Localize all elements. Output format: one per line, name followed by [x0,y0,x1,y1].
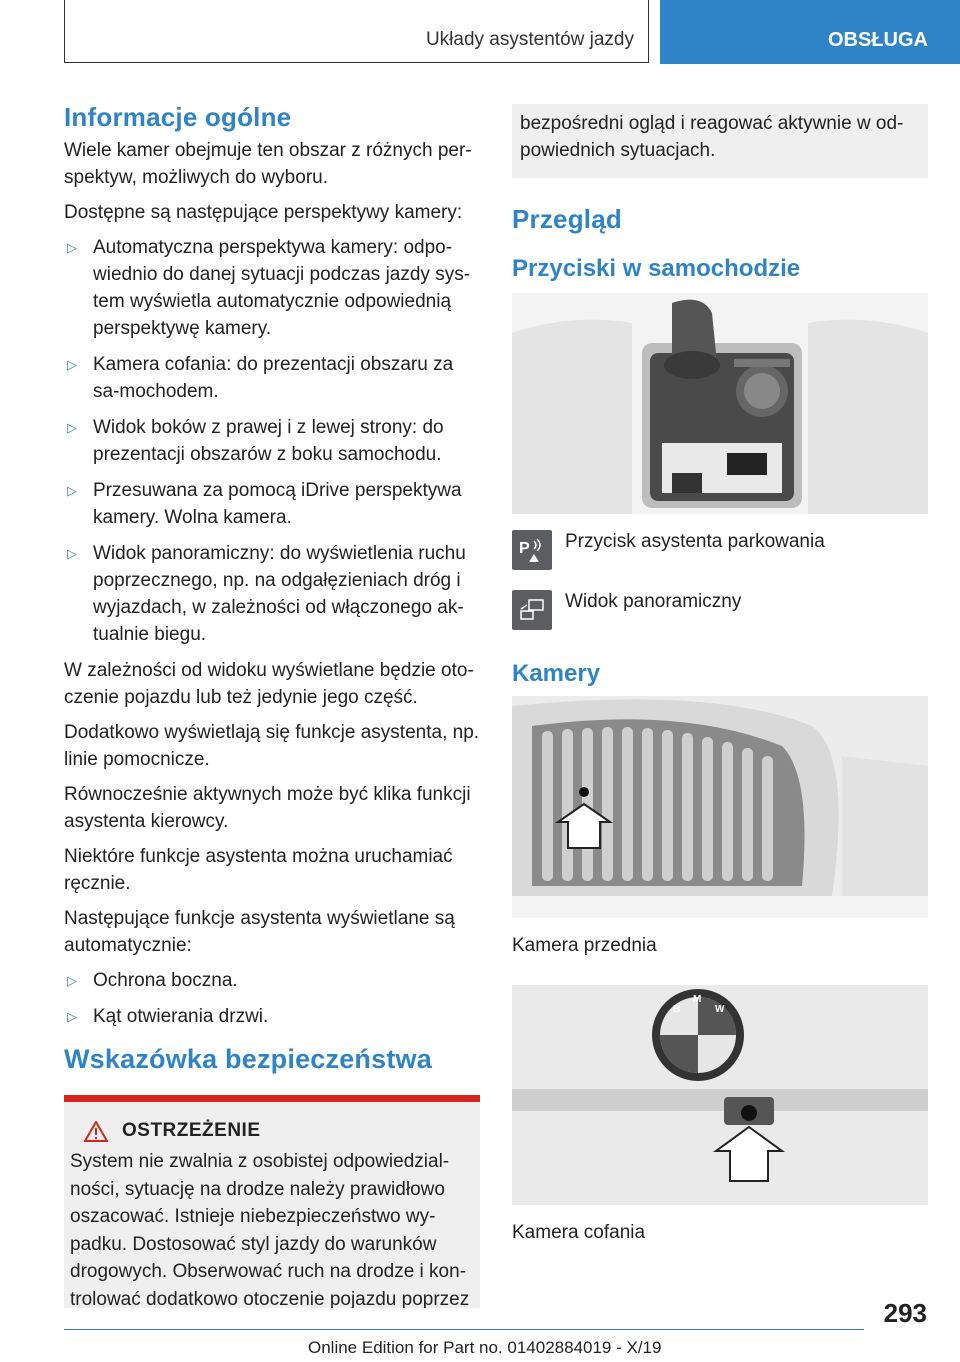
warning-text: System nie zwalnia z osobistej odpowiedzial-ności, sytuację na drodze należy prawidłowo oszacować. Istnieje niebezpieczeństwo wy-padku. Dostosować styl jazdy do warunków drogowych. Obserwować ruch na drodze i kon-trolować dodatkowo otoczenie pojazdu poprzez [70,1151,470,1308]
list-item [64,351,480,405]
list-item-text: Kamera cofania: do prezentacji obszaru za sa-mochodem. [93,354,454,402]
svg-text:M: M [693,994,702,1005]
triangle-bullet-icon: ▷ [67,1009,77,1024]
rear-camera-caption: Kamera cofania [512,1222,646,1243]
svg-text:W: W [715,1004,725,1015]
list-item [64,414,480,468]
parking-assist-label: Przycisk asystenta parkowania [565,531,825,552]
parking-assist-icon [512,530,552,570]
footer-rule [64,1329,864,1330]
triangle-bullet-icon: ▷ [67,240,77,255]
center-console-image [512,293,928,514]
list-item-text: Przesuwana za pomocą iDrive perspektywa kamery. Wolna kamera. [93,480,462,528]
list-item-text: Kąt otwierania drzwi. [93,1006,269,1027]
list-item [64,1003,480,1030]
panorama-view-icon [512,590,552,630]
paragraph: Dostępne są następujące perspektywy kamery: [64,202,463,223]
panorama-view-row [512,590,928,630]
warning-box [64,1102,480,1308]
front-grille-drawing [512,696,928,918]
right-column [512,104,928,1246]
front-camera-image [512,696,928,918]
triangle-bullet-icon: ▷ [67,357,77,372]
left-column [64,100,480,1308]
list-item [64,967,480,994]
list-item [64,540,480,648]
chapter-title: Układy asystentów jazdy [425,29,634,50]
list-item-text: Widok boków z prawej i z lewej strony: do prezentacji obszarów z boku samochodu. [93,417,444,465]
warning-header [84,1120,474,1142]
warning-rule [64,1095,480,1102]
list-item [64,234,480,342]
warning-continued-text: bezpośredni ogląd i reagować aktywnie w od-powiednich sytuacjach. [520,113,904,161]
rear-camera-image [512,985,928,1205]
triangle-bullet-icon: ▷ [67,483,77,498]
front-camera-caption: Kamera przednia [512,935,657,956]
warning-continued-box [512,104,928,178]
paragraph: Równocześnie aktywnych może być klika funkcji asystenta kierowcy. [64,784,471,832]
running-header [64,0,649,63]
heading-buttons: Przyciski w samochodzie [512,255,801,282]
triangle-bullet-icon: ▷ [67,420,77,435]
panorama-view-label: Widok panoramiczny [565,591,742,612]
paragraph: Wiele kamer obejmuje ten obszar z różnych per-spektyw, możliwych do wyboru. [64,140,472,188]
triangle-bullet-icon: ▷ [67,546,77,561]
warning-title: OSTRZEŻENIE [122,1120,261,1141]
paragraph: Następujące funkcje asystenta wyświetlane są automatycznie: [64,908,455,956]
auto-function-list [64,967,480,1030]
rear-camera-drawing [512,985,928,1205]
warning-triangle-icon [84,1121,108,1142]
list-item-text: Ochrona boczna. [93,970,238,991]
list-item-text: Widok panoramiczny: do wyświetlenia ruchu poprzecznego, np. na odgałęzieniach dróg i wyjazdach, w zależności od włączonego ak-tualnie biegu. [93,543,466,645]
section-title: OBSŁUGA [828,29,928,51]
paragraph: W zależności od widoku wyświetlane będzie oto-czenie pojazdu lub też jedynie jego część. [64,660,474,708]
svg-text:P: P [519,540,530,557]
list-item [64,477,480,531]
paragraph: Niektóre funkcje asystenta można uruchamiać ręcznie. [64,846,453,894]
svg-text:B: B [673,1004,681,1015]
parking-assist-row [512,530,928,570]
perspective-list [64,234,480,648]
triangle-bullet-icon: ▷ [67,973,77,988]
heading-overview: Przegląd [512,204,622,234]
heading-cameras: Kamery [512,660,601,687]
center-console-drawing [512,293,928,514]
heading-general-info: Informacje ogólne [64,102,292,132]
edition-note: Online Edition for Part no. 01402884019 - X/19 [308,1338,662,1357]
list-item-text: Automatyczna perspektywa kamery: odpo-wiednio do danej sytuacji podczas jazdy sys-tem wyświetla automatycznie odpowiednią perspektywę kamery. [93,237,471,339]
page-number: 293 [883,1298,927,1328]
paragraph: Dodatkowo wyświetlają się funkcje asystenta, np. linie pomocnicze. [64,722,480,770]
section-tab [660,0,960,64]
heading-safety: Wskazówka bezpieczeństwa [64,1044,432,1074]
